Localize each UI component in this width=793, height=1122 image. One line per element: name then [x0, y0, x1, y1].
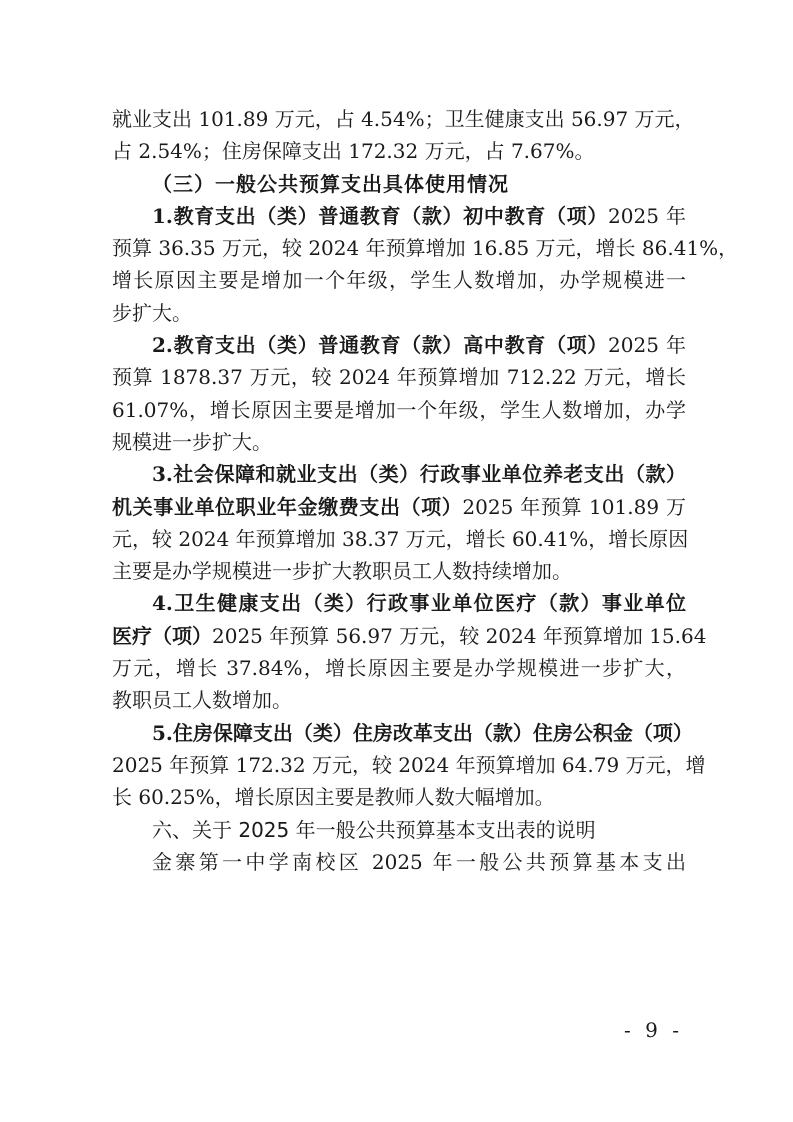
- section-heading: （三）一般公共预算支出具体使用情况: [152, 171, 509, 196]
- section-heading: 六、关于 2025 年一般公共预算基本支出表的说明: [152, 817, 596, 842]
- paragraph-2-line: 61.07%，增长原因主要是增加一个年级，学生人数增加，办学: [112, 397, 686, 422]
- item-title: 医疗（项）: [112, 623, 212, 648]
- paragraph-3-line: 元，较 2024 年预算增加 38.37 万元，增长 60.41%，增长原因: [112, 526, 689, 551]
- paragraph-5-line: 2025 年预算 172.32 万元，较 2024 年预算增加 64.79 万元，增: [112, 752, 706, 777]
- paragraph-1-line: 增长原因主要是增加一个年级，学生人数增加，办学规模进一: [112, 268, 686, 293]
- paragraph-5-line: 长 60.25%，增长原因主要是教师人数大幅增加。: [112, 785, 555, 810]
- item-text: 2025 年预算 56.97 万元，较 2024 年预算增加 15.64: [212, 623, 707, 648]
- text-line: 占 2.54%；住房保障支出 172.32 万元，占 7.67%。: [112, 139, 595, 164]
- text-line: 金寨第一中学南校区 2025 年一般公共预算基本支出: [152, 849, 686, 874]
- item-title: 2.教育支出（类）普通教育（款）高中教育（项）: [152, 333, 609, 358]
- item-text: 2025 年: [608, 203, 686, 228]
- paragraph-1-line: [112, 200, 686, 232]
- paragraph-3-line: 3.社会保障和就业支出（类）行政事业单位养老支出（款）: [152, 462, 686, 487]
- paragraph-2-line: 预算 1878.37 万元，较 2024 年预算增加 712.22 万元，增长: [112, 365, 686, 390]
- item-title: 机关事业单位职业年金缴费支出（项）: [112, 494, 463, 519]
- paragraph-1-line: 预算 36.35 万元，较 2024 年预算增加 16.85 万元，增长 86.41%，: [112, 236, 739, 261]
- item-text: 2025 年: [608, 333, 686, 358]
- page-number: - 9 -: [624, 1018, 683, 1042]
- document-body: [112, 103, 739, 878]
- text-line: 就业支出 101.89 万元，占 4.54%；卫生健康支出 56.97 万元，: [112, 107, 695, 131]
- paragraph-5-line: 5.住房保障支出（类）住房改革支出（款）住房公积金（项）: [152, 720, 693, 745]
- paragraph-4-line: [112, 620, 707, 652]
- paragraph-2-line: [112, 329, 686, 361]
- paragraph-2-line: 规模进一步扩大。: [112, 429, 272, 454]
- paragraph-4-line: 教职员工人数增加。: [112, 688, 292, 713]
- paragraph-4-line: 万元，增长 37.84%，增长原因主要是办学规模进一步扩大，: [112, 656, 686, 681]
- paragraph-1-line: 步扩大。: [112, 300, 192, 325]
- paragraph-3-line: 主要是办学规模进一步扩大教职员工人数持续增加。: [112, 559, 572, 584]
- item-title: 1.教育支出（类）普通教育（款）初中教育（项）: [152, 203, 609, 228]
- paragraph-4-line: 4.卫生健康支出（类）行政事业单位医疗（款）事业单位: [152, 591, 686, 616]
- item-text: 2025 年预算 101.89 万: [462, 494, 687, 519]
- paragraph-3-line: [112, 491, 686, 523]
